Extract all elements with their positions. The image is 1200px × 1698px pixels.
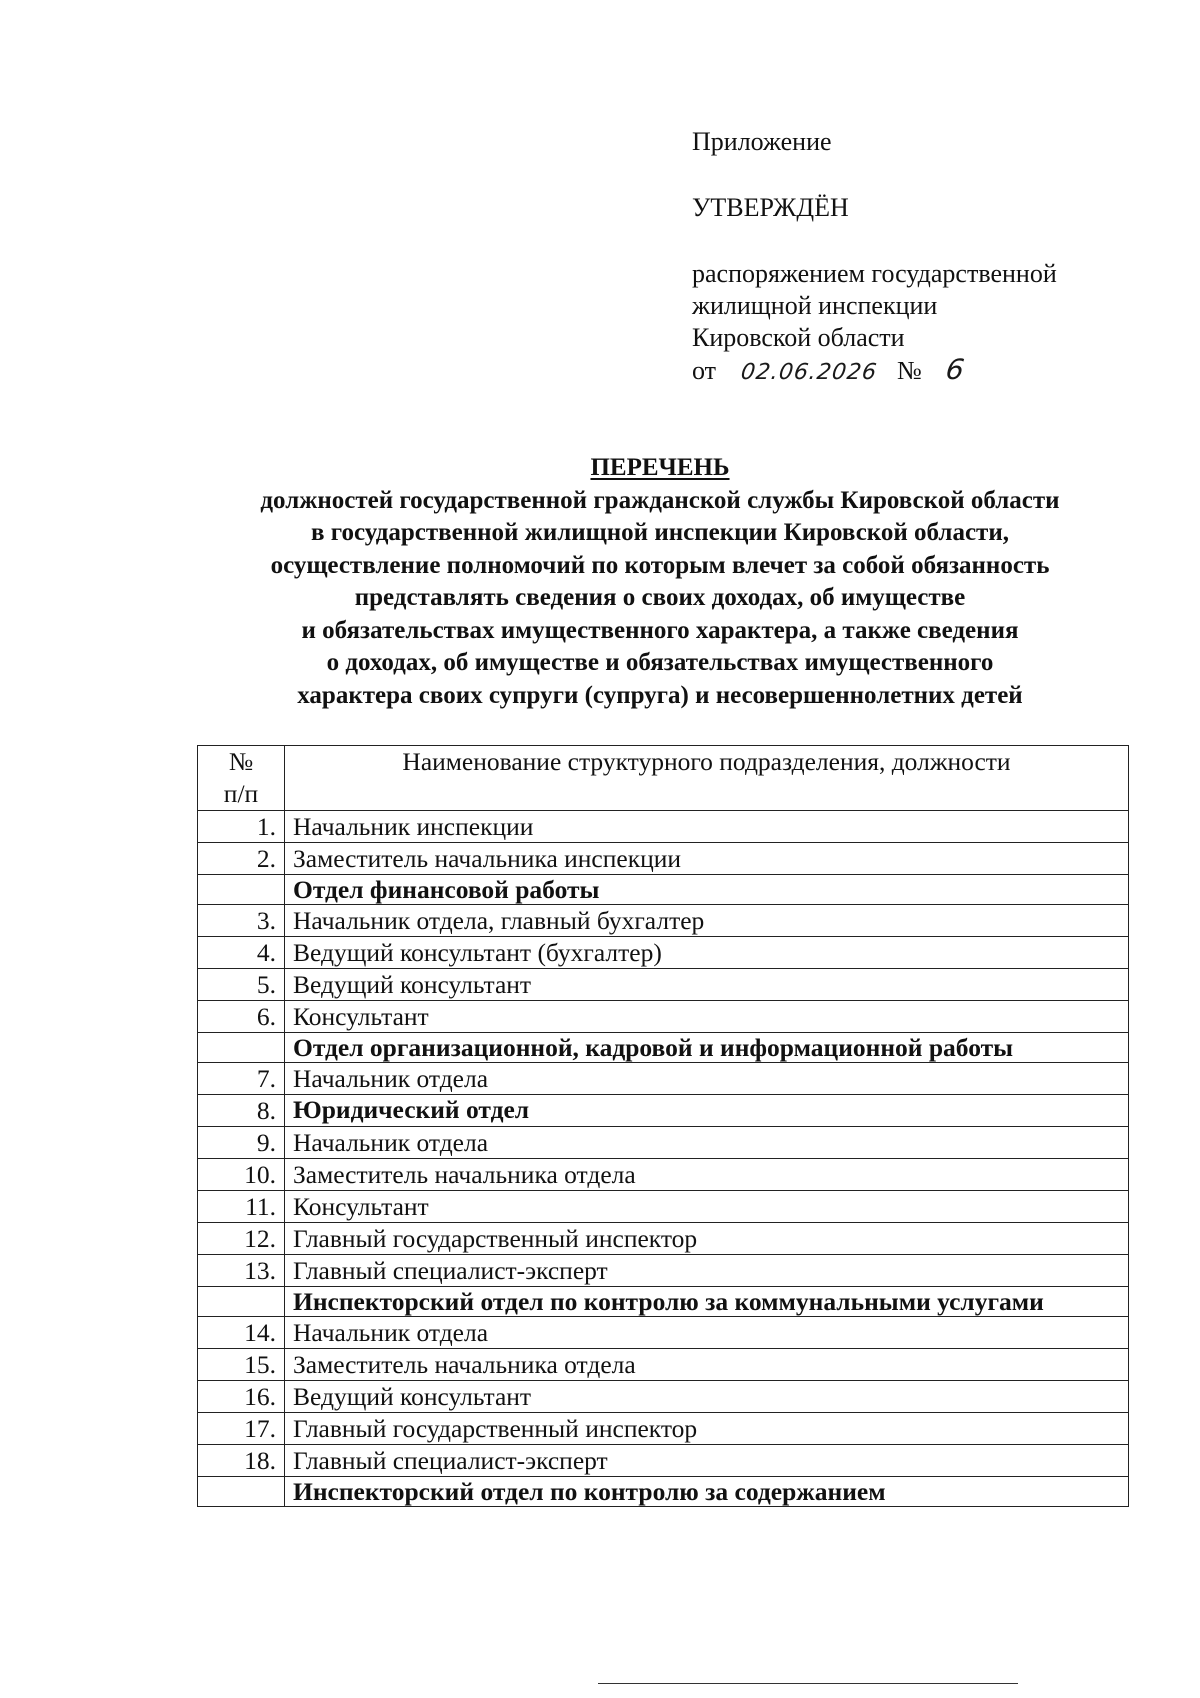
heading-line: в государственной жилищной инспекции Кировской области, xyxy=(311,519,1009,546)
row-number: 10. xyxy=(198,1159,285,1191)
position-name: Начальник отдела xyxy=(285,1317,1129,1349)
row-number: 12. xyxy=(198,1223,285,1255)
table-row xyxy=(198,811,1129,843)
table-section-row xyxy=(198,1095,1129,1127)
approval-line-3: Кировской области xyxy=(692,323,905,352)
row-number: 9. xyxy=(198,1127,285,1159)
row-number xyxy=(198,1287,285,1317)
row-number xyxy=(198,1477,285,1507)
position-name: Ведущий консультант xyxy=(285,969,1129,1001)
row-number: 2. xyxy=(198,843,285,875)
row-number: 14. xyxy=(198,1317,285,1349)
appendix-block xyxy=(692,126,1057,389)
table-row xyxy=(198,1159,1129,1191)
table-section-row xyxy=(198,1287,1129,1317)
section-name: Юридический отдел xyxy=(285,1095,1129,1127)
positions-table xyxy=(197,745,1129,1507)
position-name: Ведущий консультант xyxy=(285,1381,1129,1413)
header-number-abbr: п/п xyxy=(223,779,259,808)
document-title: ПЕРЕЧЕНЬ xyxy=(590,454,730,481)
row-number: 4. xyxy=(198,937,285,969)
position-name: Начальник отдела, главный бухгалтер xyxy=(285,905,1129,937)
heading-line: о доходах, об имуществе и обязательствах имущественного xyxy=(326,649,994,676)
approved-label: УТВЕРЖДЁН xyxy=(692,193,849,222)
table-body xyxy=(198,811,1129,1507)
position-name: Начальник инспекции xyxy=(285,811,1129,843)
table-row xyxy=(198,1349,1129,1381)
table-row xyxy=(198,1255,1129,1287)
row-number: 18. xyxy=(198,1445,285,1477)
table-row xyxy=(198,1413,1129,1445)
position-name: Главный специалист-эксперт xyxy=(285,1255,1129,1287)
row-number: 16. xyxy=(198,1381,285,1413)
header-number-sign: № xyxy=(228,747,254,776)
row-number: 11. xyxy=(198,1191,285,1223)
row-number: 17. xyxy=(198,1413,285,1445)
position-name: Консультант xyxy=(285,1191,1129,1223)
row-number: 7. xyxy=(198,1063,285,1095)
approval-line-2: жилищной инспекции xyxy=(692,291,938,320)
document-heading xyxy=(140,452,1180,712)
number-sign: № xyxy=(897,356,922,385)
position-name: Начальник отдела xyxy=(285,1063,1129,1095)
date-number-line xyxy=(692,354,1057,389)
table-row xyxy=(198,1191,1129,1223)
position-name: Главный государственный инспектор xyxy=(285,1223,1129,1255)
section-name: Отдел финансовой работы xyxy=(285,875,1129,905)
row-number: 5. xyxy=(198,969,285,1001)
table-row xyxy=(198,1223,1129,1255)
row-number: 1. xyxy=(198,811,285,843)
section-name: Инспекторский отдел по контролю за коммунальными услугами xyxy=(285,1287,1129,1317)
row-number: 15. xyxy=(198,1349,285,1381)
row-number: 3. xyxy=(198,905,285,937)
table-row xyxy=(198,1001,1129,1033)
table-row xyxy=(198,969,1129,1001)
row-number xyxy=(198,1033,285,1063)
table-section-row xyxy=(198,1477,1129,1507)
position-name: Главный специалист-эксперт xyxy=(285,1445,1129,1477)
handwritten-date: 02.06.2026 xyxy=(738,360,879,385)
table-section-row xyxy=(198,1033,1129,1063)
column-header-name: Наименование структурного подразделения, должности xyxy=(285,746,1129,811)
position-name: Заместитель начальника отдела xyxy=(285,1159,1129,1191)
column-header-number xyxy=(198,746,285,811)
table-row xyxy=(198,1381,1129,1413)
heading-line: представлять сведения о своих доходах, об имуществе xyxy=(354,584,966,611)
heading-line: осуществление полномочий по которым влечет за собой обязанность xyxy=(270,551,1050,579)
position-name: Консультант xyxy=(285,1001,1129,1033)
section-name: Отдел организационной, кадровой и информационной работы xyxy=(285,1033,1129,1063)
table-row xyxy=(198,905,1129,937)
section-name: Инспекторский отдел по контролю за содержанием xyxy=(285,1477,1129,1507)
row-number: 6. xyxy=(198,1001,285,1033)
heading-line: характера своих супруги (супруга) и несовершеннолетних детей xyxy=(297,681,1023,709)
row-number xyxy=(198,875,285,905)
handwritten-number: 6 xyxy=(944,353,967,386)
heading-line: и обязательствах имущественного характера, а также сведения xyxy=(301,616,1019,644)
row-number: 8. xyxy=(198,1095,285,1127)
appendix-title: Приложение xyxy=(692,127,832,156)
table-section-row xyxy=(198,875,1129,905)
table-row xyxy=(198,1127,1129,1159)
position-name: Заместитель начальника отдела xyxy=(285,1349,1129,1381)
table-row xyxy=(198,1063,1129,1095)
table-header-row xyxy=(198,746,1129,811)
table-row xyxy=(198,1445,1129,1477)
heading-line: должностей государственной гражданской службы Кировской области xyxy=(260,486,1060,514)
table-row xyxy=(198,937,1129,969)
approval-line-1: распоряжением государственной xyxy=(692,259,1057,288)
position-name: Начальник отдела xyxy=(285,1127,1129,1159)
table-row xyxy=(198,843,1129,875)
table-row xyxy=(198,1317,1129,1349)
position-name: Главный государственный инспектор xyxy=(285,1413,1129,1445)
position-name: Ведущий консультант (бухгалтер) xyxy=(285,937,1129,969)
position-name: Заместитель начальника инспекции xyxy=(285,843,1129,875)
footer-rule xyxy=(598,1683,1018,1684)
row-number: 13. xyxy=(198,1255,285,1287)
date-prefix: от xyxy=(692,356,717,385)
